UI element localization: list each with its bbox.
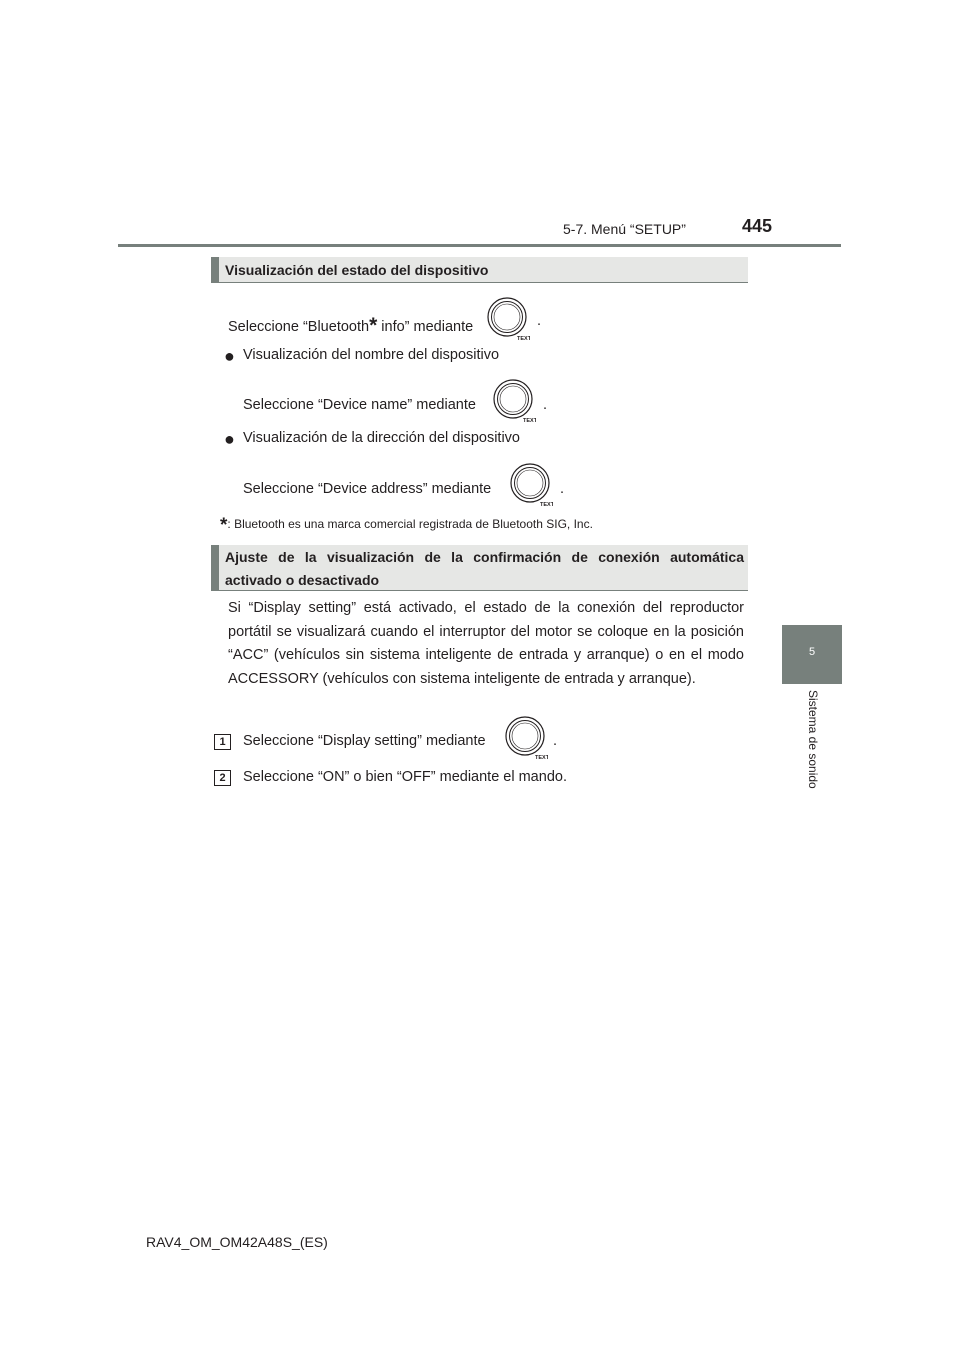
page-number: 445 — [742, 216, 773, 236]
step-text: Seleccione “ON” o bien “OFF” mediante el mando. — [243, 769, 567, 785]
intro-line: Seleccione “Bluetooth* info” mediante — [228, 314, 474, 337]
item-label: Visualización del nombre del dispositivo — [243, 347, 500, 363]
chapter-number: 5 — [808, 646, 816, 658]
footnote-asterisk: * — [220, 515, 228, 536]
chapter-title: Sistema de sonido — [806, 690, 820, 789]
item-instruction: Seleccione “Device name” mediante — [243, 397, 476, 413]
bullet-dot: ● — [224, 429, 235, 449]
step-text: Seleccione “Display setting” mediante — [243, 733, 486, 749]
chapter-tab — [782, 625, 842, 684]
knob-icon — [490, 378, 536, 424]
svg-text:TEXT: TEXT — [517, 336, 530, 342]
bullet-dot: ● — [224, 346, 235, 366]
footer-code: RAV4_OM_OM42A48S_(ES) — [146, 1234, 328, 1250]
svg-text:TEXT: TEXT — [540, 502, 553, 508]
item-period: . — [543, 397, 548, 413]
footnote: *: Bluetooth es una marca comercial registrada de Bluetooth SIG, Inc. — [220, 515, 593, 536]
step-period: . — [553, 733, 558, 749]
knob-icon — [507, 462, 553, 508]
item-instruction: Seleccione “Device address” mediante — [243, 481, 492, 497]
step-number-box: 2 — [214, 770, 231, 786]
asterisk-mark: * — [369, 314, 378, 337]
header-rule — [118, 244, 841, 247]
description-paragraph: Si “Display setting” está activado, el estado de la conexión del reproductor portátil se visualizará cuando el interruptor del motor se coloque en la posición “ACC” (vehículos sin sistema inteligente de entrada y arranque) o en el modo ACCESSORY (vehículos con sistema inteligente de entrada y arranque). — [228, 600, 744, 687]
item-label: Visualización de la dirección del dispositivo — [243, 430, 521, 446]
header-section-title: 5-7. Menú “SETUP” — [563, 221, 686, 237]
knob-icon — [502, 715, 548, 761]
step-number-box: 1 — [214, 734, 231, 750]
knob-icon — [484, 296, 530, 342]
section-header-auto-connection: Ajuste de la visualización de la confirmación de conexión automática activado o desactivado — [211, 545, 748, 591]
svg-text:TEXT: TEXT — [523, 418, 536, 424]
intro-period: . — [537, 313, 542, 329]
item-period: . — [560, 481, 565, 497]
svg-text:TEXT: TEXT — [535, 755, 548, 761]
section-header-device-status: Visualización del estado del dispositivo — [211, 257, 748, 283]
